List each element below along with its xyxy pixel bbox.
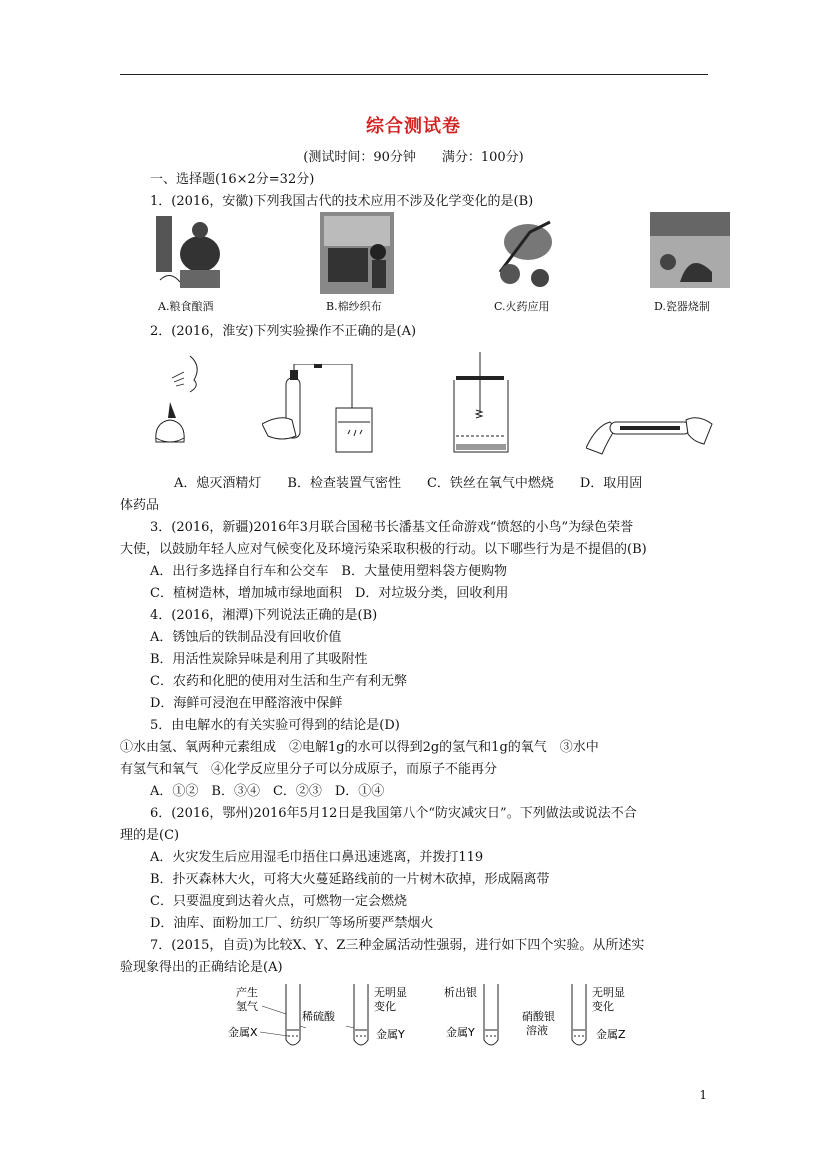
q5-statements: ①水由氢、氧两种元素组成 ②电解1g的水可以得到2g的氢气和1g的氧气 ③水中	[120, 740, 599, 755]
q6-option-c: C．只要温度到达着火点，可燃物一定会燃烧	[150, 894, 407, 909]
gunpowder-illustration	[490, 212, 560, 294]
t3-bottom-label: 金属Y	[446, 1026, 475, 1039]
exam-info: (测试时间：90分钟 满分：100分)	[303, 150, 524, 165]
fermentation-illustration	[150, 210, 236, 294]
q2-options-continued: 体药品	[120, 498, 160, 513]
iron-wire-combustion-illustration	[450, 352, 514, 460]
t4-bottom-label: 金属Z	[596, 1028, 626, 1041]
salt-label: 硝酸银	[522, 1010, 555, 1023]
q3-options-cd: C．植树造林，增加城市绿地面积 D．对垃圾分类，回收利用	[150, 586, 509, 601]
blow-out-lamp-illustration	[150, 352, 214, 460]
t1-bottom-label: 金属X	[228, 1026, 258, 1039]
question-6-stem: 6．(2016，鄂州)2016年5月12日是我国第八个“防灾减灾日”。下列做法或说法不合	[150, 806, 637, 821]
t1-top-label-2: 氢气	[236, 1000, 258, 1013]
t2-bottom-label: 金属Y	[376, 1028, 405, 1041]
t2-top-label: 无明显	[374, 986, 407, 999]
weaving-illustration	[320, 212, 394, 294]
q1-caption-b: B.棉纱织布	[326, 300, 382, 313]
q5-options: A．①② B．③④ C．②③ D．①④	[150, 784, 385, 799]
question-2-stem: 2．(2016，淮安)下列实验操作不正确的是(A)	[150, 324, 417, 339]
q6-option-d: D．油库、面粉加工厂、纺织厂等场所要严禁烟火	[150, 916, 434, 931]
question-7-stem: 7．(2015，自贡)为比较X、Y、Z三种金属活动性强弱，进行如下四个实验。从所述实	[150, 938, 645, 953]
airtightness-check-illustration	[262, 364, 382, 460]
t4-top-label-2: 变化	[592, 1000, 614, 1013]
t3-top-label: 析出银	[444, 986, 477, 999]
question-1-stem: 1．(2016，安徽)下列我国古代的技术应用不涉及化学变化的是(B)	[150, 194, 534, 209]
q6-option-a: A．火灾发生后应用湿毛巾捂住口鼻迅速逃离，并拨打119	[150, 850, 484, 865]
q4-option-a: A．锈蚀后的铁制品没有回收价值	[150, 630, 342, 645]
q3-options-ab: A．出行多选择自行车和公交车 B．大量使用塑料袋方便购物	[150, 564, 507, 579]
q4-option-b: B．用活性炭除异味是利用了其吸附性	[150, 652, 368, 667]
salt-label-2: 溶液	[526, 1024, 548, 1037]
question-7-stem-continued: 验现象得出的正确结论是(A)	[120, 960, 283, 975]
t4-top-label: 无明显	[592, 986, 625, 999]
q1-caption-d: D.瓷器烧制	[654, 300, 710, 313]
porcelain-kiln-illustration	[650, 212, 730, 288]
q6-option-b: B．扑灭森林大火，可将大火蔓延路线前的一片树木砍掉，形成隔离带	[150, 872, 550, 887]
add-solid-reagent-illustration	[586, 400, 718, 460]
question-5-stem: 5．由电解水的有关实验可得到的结论是(D)	[150, 718, 400, 733]
section-heading: 一、选择题(16×2分=32分)	[150, 172, 315, 187]
question-4-stem: 4．(2016，湘潭)下列说法正确的是(B)	[150, 608, 378, 623]
t1-top-label: 产生	[236, 986, 258, 999]
question-6-stem-continued: 理的是(C)	[120, 828, 180, 843]
q5-statements-continued: 有氢气和氧气 ④化学反应里分子可以分成原子，而原子不能再分	[120, 762, 498, 777]
t2-top-label-2: 变化	[374, 1000, 396, 1013]
q2-options: A．熄灭酒精灯 B．检查装置气密性 C．铁丝在氧气中燃烧 D．取用固	[174, 476, 643, 491]
question-3-stem-continued: 大使，以鼓励年轻人应对气候变化及环境污染采取积极的行动。以下哪些行为是不提倡的(B)	[120, 542, 647, 557]
acid-label: 稀硫酸	[302, 1010, 335, 1023]
question-3-stem: 3．(2016，新疆)2016年3月联合国秘书长潘基文任命游戏“愤怒的小鸟”为绿色荣誉	[150, 520, 634, 535]
q1-caption-a: A.粮食酿酒	[158, 300, 214, 313]
header-rule	[120, 74, 708, 75]
q4-option-c: C．农药和化肥的使用对生活和生产有利无弊	[150, 674, 407, 689]
page-number: 1	[699, 1088, 707, 1102]
page-title: 综合测试卷	[366, 116, 461, 137]
metal-activity-experiment-diagram	[226, 980, 646, 1056]
q4-option-d: D．海鲜可浸泡在甲醛溶液中保鲜	[150, 696, 343, 711]
q1-caption-c: C.火药应用	[494, 300, 550, 313]
